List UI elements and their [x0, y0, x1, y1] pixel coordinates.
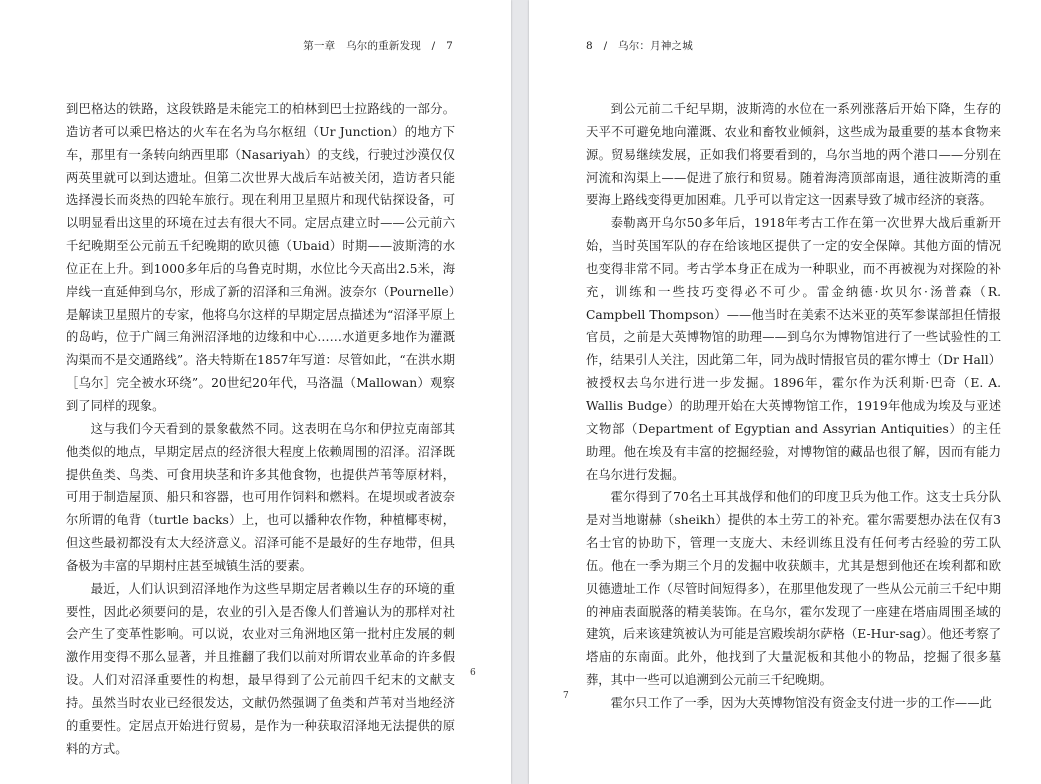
- running-head-left: 第一章 乌尔的重新发现 / 7: [303, 40, 453, 52]
- body-text-left: [66, 98, 455, 760]
- paragraph: 霍尔得到了70名土耳其战俘和他们的印度卫兵为他工作。这支士兵分队是对当地谢赫（sheikh）提供的本土劳工的补充。霍尔需要想办法在仅有3名士官的协助下，管理一支庞大、未经训练且没有任何考古经验的劳工队伍。他在一季为期三个月的发掘中收获颇丰，尤其是想到他还在埃利都和欧贝德遗址工作（尽管时间短得多），在那里他发现了一些从公元前三千纪中期的神庙表面脱落的精美装饰。在乌尔，霍尔发现了一座建在塔庙周围圣域的建筑，后来该建筑被认为可能是宫殿埃胡尔萨格（E-Hur-sag）。他还考察了塔庙的东南面。此外，他找到了大量泥板和其他小的物品，挖掘了很多墓葬，其中一些可以追溯到公元前三千纪晚期。: [586, 490, 1001, 688]
- running-head-right: 8 / 乌尔：月神之城: [586, 40, 693, 52]
- right-page: [529, 0, 1041, 784]
- margin-page-number-left: 6: [470, 668, 476, 678]
- paragraph: 这与我们今天看到的景象截然不同。这表明在乌尔和伊拉克南部其他类似的地点，早期定居点的经济很大程度上依赖周围的沼泽。沼泽既提供鱼类、鸟类、可食用块茎和许多其他食物，也提供芦苇等原材料，可用于制造屋顶、船只和容器，也可用作饲料和燃料。在堤坝或者波奈尔所谓的龟背（turtle backs）上，也可以播种农作物，种植椰枣树，但这些最初都没有太大经济意义。沼泽可能不是最好的生存地带，但具备极为丰富的早期村庄甚至城镇生活的要素。: [66, 421, 455, 573]
- paragraph: 泰勒离开乌尔50多年后，1918年考古工作在第一次世界大战后重新开始，当时英国军队的存在给该地区提供了一定的安全保障。其他方面的情况也变得非常不同。考古学本身正在成为一种职业，而不再被视为对探险的补充，训练和一些技巧变得必不可少。雷金纳德·坎贝尔·汤普森（R. Campbell Thompson）——他当时在美索不达米亚的英军参谋部担任情报官员，之前是大英博物馆的助理——到乌尔为博物馆进行了一些试验性的工作，结果引人关注，因此第二年，同为战时情报官员的霍尔博士（Dr Hall）被授权去乌尔进行进一步发掘。1896年，霍尔作为沃利斯·巴奇（E. A. Wallis Budge）的助理开始在大英博物馆工作，1919年他成为埃及与亚述文物部（Department of Egyptian and Assyrian Antiquities）的主任助理。他在埃及有丰富的挖掘经验，对博物馆的藏品也很了解，因而有能力在乌尔进行发掘。: [586, 216, 1001, 482]
- margin-page-number-right: 7: [563, 691, 569, 701]
- paragraph: 到公元前二千纪早期，波斯湾的水位在一系列涨落后开始下降，生存的天平不可避免地向灌溉、农业和畜牧业倾斜，这些成为最重要的基本食物来源。贸易继续发展，正如我们将要看到的，乌尔当地的两个港口——分别在河流和沟渠上——促进了旅行和贸易。随着海湾顶部南退，通往波斯湾的重要海上路线变得更加困难。几乎可以肯定这一因素导致了城市经济的衰落。: [586, 102, 1001, 208]
- left-page: [0, 0, 511, 784]
- paragraph: 到巴格达的铁路，这段铁路是未能完工的柏林到巴士拉路线的一部分。造访者可以乘巴格达的火车在名为乌尔枢纽（Ur Junction）的地方下车，那里有一条转向纳西里耶（Nasariyah）的支线，行驶过沙漠仅仅两英里就可以到达遗址。但第二次世界大战后车站被关闭，造访者只能选择漫长而炎热的四轮车旅行。现在利用卫星照片和现代钻探设备，可以明显看出这里的环境在过去有很大不同。定居点建立时——公元前六千纪晚期至公元前五千纪晚期的欧贝德（Ubaid）时期——波斯湾的水位正在上升。到1000多年后的乌鲁克时期，水位比今天高出2.5米，海岸线一直延伸到乌尔，形成了新的沼泽和三角洲。波奈尔（Pournelle）是解读卫星照片的专家，他将乌尔这样的早期定居点描述为“沼泽平原上的岛屿，位于广阔三角洲沼泽地的边缘和中心……水道更多地作为灌溉沟渠而不是交通路线”。洛夫特斯在1857年写道：尽管如此，“在洪水期［乌尔］完全被水环绕”。20世纪20年代，马洛温（Mallowan）观察到了同样的现象。: [66, 102, 455, 413]
- paragraph: 最近，人们认识到沼泽地作为这些早期定居者赖以生存的环境的重要性，因此必须要问的是，农业的引入是否像人们普遍认为的那样对社会产生了变革性影响。可以说，农业对三角洲地区第一批村庄发展的刺激作用变得不那么显著，并且推翻了我们以前对所谓农业革命的许多假设。人们对沼泽重要性的构想，最早得到了公元前四千纪末的文献支持。虽然当时农业已经很发达，文献仍然强调了鱼类和芦苇对当地经济的重要性。定居点开始进行贸易，是作为一种获取沼泽地无法提供的原料的方式。: [66, 581, 455, 756]
- paragraph: 霍尔只工作了一季，因为大英博物馆没有资金支付进一步的工作——此: [610, 695, 992, 710]
- body-text-right: [586, 98, 1001, 715]
